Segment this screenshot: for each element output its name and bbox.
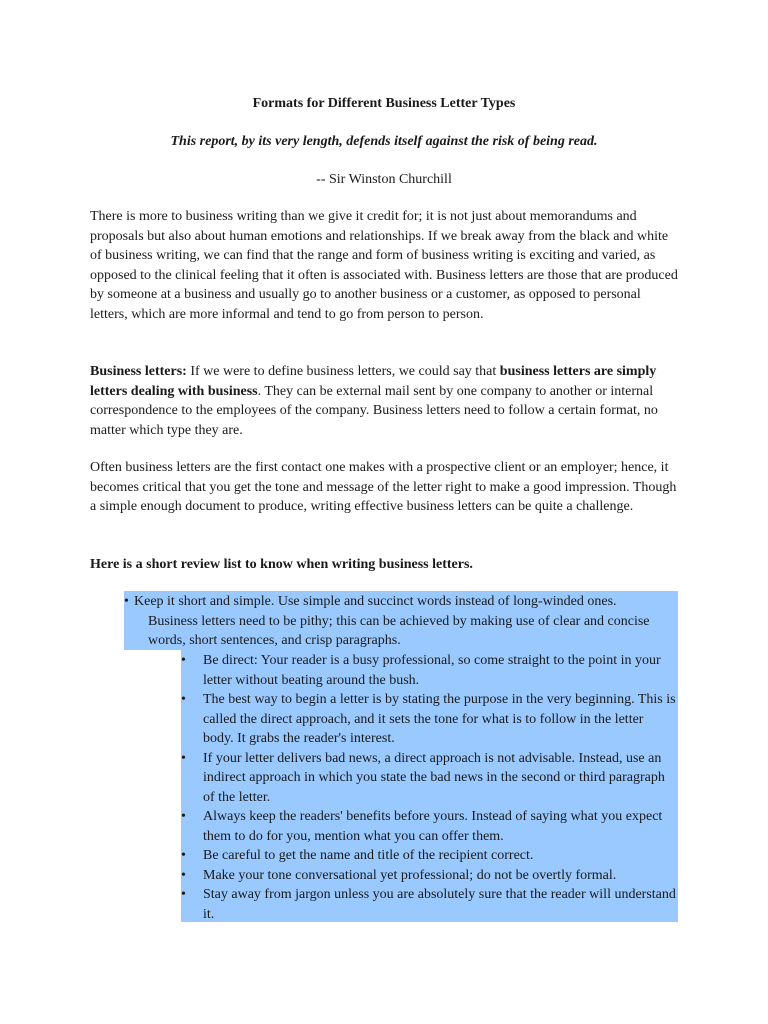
- list-item: [181, 885, 676, 924]
- main-item-line-1: Keep it short and simple. Use simple and succinct words instead of long-winded ones.: [134, 594, 617, 609]
- list-item: [181, 807, 676, 846]
- list-item: [181, 690, 676, 749]
- definition-lead: Business letters:: [90, 364, 187, 379]
- bullet-icon: •: [181, 692, 186, 707]
- review-sub-list: [181, 651, 676, 924]
- bullet-icon: •: [181, 867, 186, 883]
- bullet-icon: •: [181, 887, 186, 902]
- list-item-text: The best way to begin a letter is by stating the purpose in the very beginning. This is called the direct approach, and it sets the tone for what is to follow in the letter body. It grabs the reader's interest.: [203, 692, 676, 746]
- list-item: [181, 846, 676, 866]
- first-contact-paragraph: Often business letters are the first contact one makes with a prospective client or an employer; hence, it becomes critical that you get the tone and message of the letter right to make a good impression. Though a simple enough document to produce, writing effective business letters can be quite a challenge.: [90, 460, 677, 514]
- epigraph-quote: This report, by its very length, defends itself against the risk of being read.: [170, 134, 598, 149]
- bullet-icon: •: [124, 594, 129, 609]
- definition-paragraph: [90, 362, 680, 440]
- list-item-text: Always keep the readers' benefits before yours. Instead of saying what you expect them to do for you, mention what you can offer them.: [203, 809, 663, 844]
- review-list-main-item: [124, 592, 674, 651]
- bullet-icon: •: [181, 809, 186, 824]
- list-item-text: Stay away from jargon unless you are absolutely sure that the reader will understand it.: [203, 887, 676, 922]
- definition-text-1: If we were to define business letters, we could say that: [186, 364, 500, 379]
- list-item-text: Be careful to get the name and title of the recipient correct.: [203, 848, 534, 863]
- list-item: [181, 749, 676, 808]
- quote-attribution: -- Sir Winston Churchill: [316, 172, 452, 187]
- list-item: [181, 866, 676, 886]
- bullet-icon: •: [181, 848, 186, 863]
- intro-paragraph: There is more to business writing than we give it credit for; it is not just about memorandums and proposals but also about human emotions and relationships. If we break away from the black and white of business writing, we can find that the range and form of business writing is exciting and varied, as opposed to the clinical feeling that it often is associated with. Business letters are those that are produced by someone at a business and usually go to another business or a customer, as opposed to personal letters, which are more informal and tend to go from person to person.: [90, 209, 678, 322]
- definition-text-2: . They can be external mail sent by one company to another or internal correspondence to the employees of the company. Business letters need to follow a certain format, no matter which type they are.: [90, 383, 658, 438]
- review-list-heading: Here is a short review list to know when writing business letters.: [90, 557, 473, 572]
- definition-bold: business letters are simply letters dealing with business: [90, 364, 657, 399]
- bullet-icon: •: [181, 653, 186, 668]
- list-item-text: If your letter delivers bad news, a direct approach is not advisable. Instead, use an indirect approach in which you state the bad news in the second or third paragraph of the letter.: [203, 750, 665, 805]
- list-item: [181, 651, 676, 690]
- list-item-text: Make your tone conversational yet professional; do not be overtly formal.: [203, 867, 617, 883]
- document-title: Formats for Different Business Letter Types: [252, 96, 516, 111]
- bullet-icon: •: [181, 750, 186, 766]
- list-item-text: Be direct: Your reader is a busy professional, so come straight to the point in your letter without beating around the bush.: [203, 653, 661, 688]
- main-item-continuation: Business letters need to be pithy; this can be achieved by making use of clear and concise words, short sentences, and crisp paragraphs.: [148, 613, 650, 648]
